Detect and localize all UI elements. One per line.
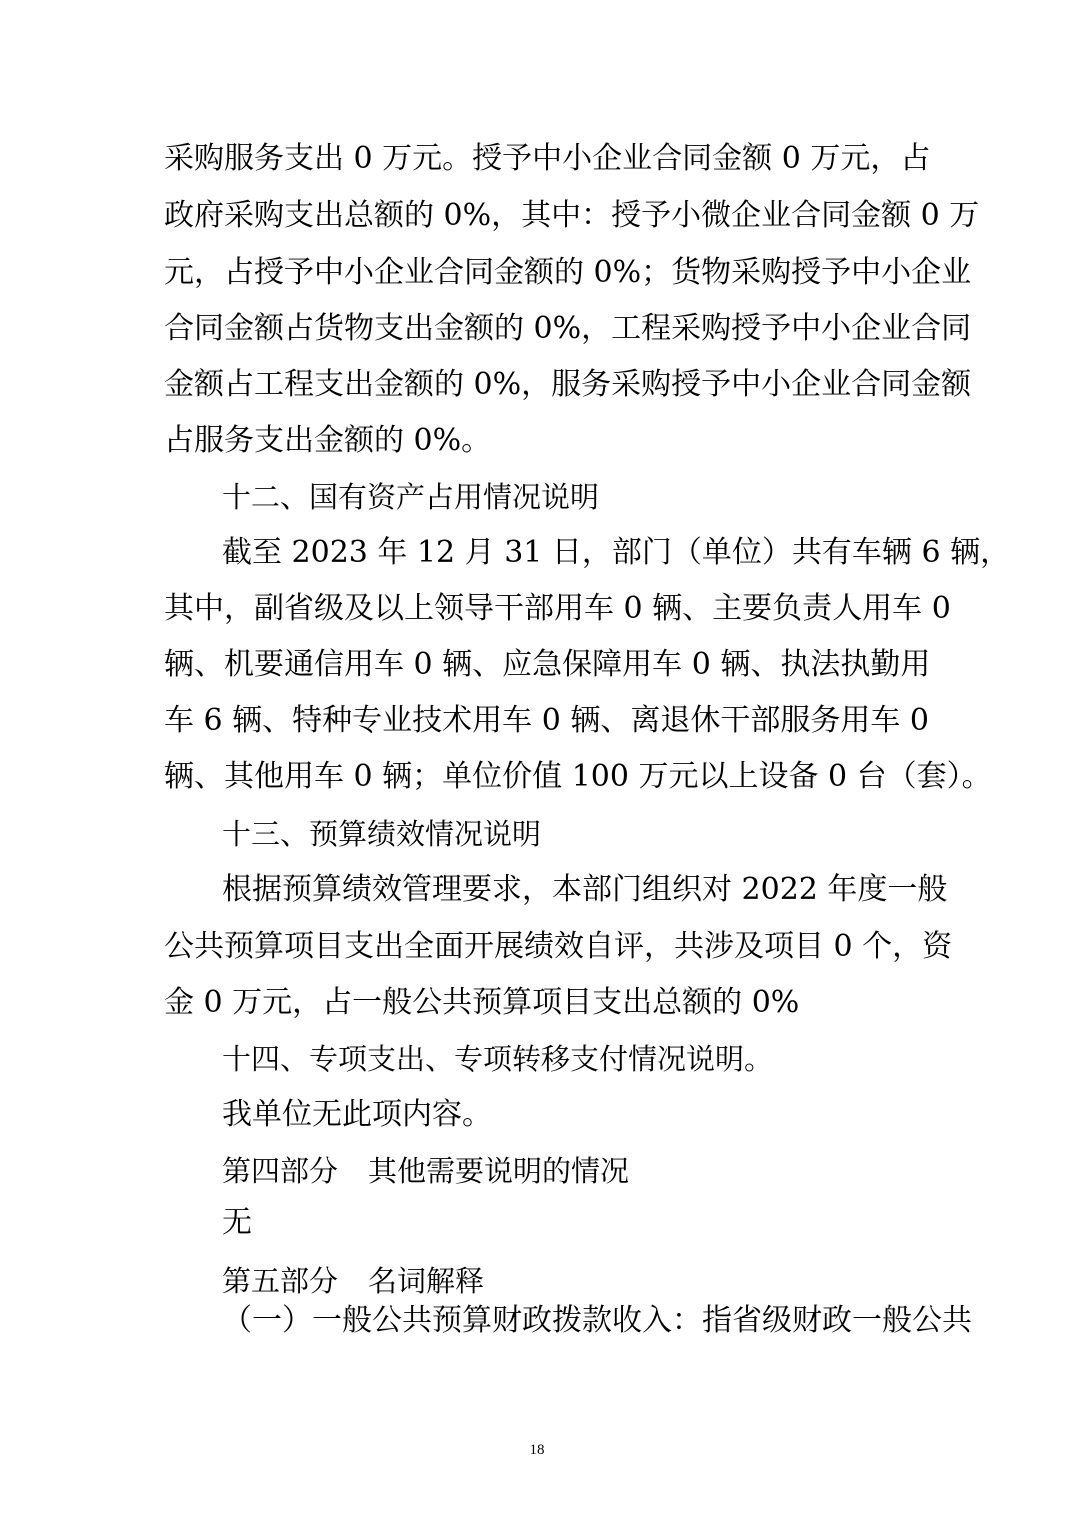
part-4-heading [222,1148,629,1194]
section-13-line-2: 公共预算项目支出全面开展绩效自评，共涉及项目 0 个，资 [164,929,953,964]
part-5-title: 名词解释 [368,1264,485,1298]
procurement-line-3: 元，占授予中小企业合同金额的 0%；货物采购授予中小企业 [164,255,972,290]
procurement-line-1: 采购服务支出 0 万元。授予中小企业合同金额 0 万元，占 [164,141,931,176]
procurement-line-2: 政府采购支出总额的 0%，其中：授予小微企业合同金额 0 万 [164,198,980,233]
section-12-line-5: 辆、其他用车 0 辆；单位价值 100 万元以上设备 0 台（套）。 [164,759,992,794]
procurement-line-6: 占服务支出金额的 0%。 [164,423,492,458]
part-4-label: 第四部分 [222,1154,339,1188]
section-12-heading: 十二、国有资产占用情况说明 [222,480,600,514]
part-5-label: 第五部分 [222,1264,339,1298]
section-12-line-1: 截至 2023 年 12 月 31 日，部门（单位）共有车辆 6 辆， [222,535,1011,570]
section-12-line-2: 其中，副省级及以上领导干部用车 0 辆、主要负责人用车 0 [164,591,951,626]
procurement-line-4: 合同金额占货物支出金额的 0%，工程采购授予中小企业合同 [164,311,972,346]
section-12-line-3: 辆、机要通信用车 0 辆、应急保障用车 0 辆、执法执勤用 [164,647,931,682]
part-4-text: 无 [222,1205,252,1240]
section-14-text: 我单位无此项内容。 [222,1097,492,1132]
section-13-heading: 十三、预算绩效情况说明 [222,817,542,851]
section-13-line-1: 根据预算绩效管理要求，本部门组织对 2022 年度一般 [222,872,948,907]
page-number: 18 [529,1442,545,1458]
part-4-title: 其他需要说明的情况 [368,1154,630,1188]
part-5-first-line: （一）一般公共预算财政拨款收入：指省级财政一般公共 [222,1303,972,1338]
section-13-line-3: 金 0 万元，占一般公共预算项目支出总额的 0% [164,985,800,1020]
section-14-heading: 十四、专项支出、专项转移支付情况说明。 [222,1042,774,1076]
procurement-line-5: 金额占工程支出金额的 0%，服务采购授予中小企业合同金额 [164,367,972,402]
section-12-line-4: 车 6 辆、特种专业技术用车 0 辆、离退休干部服务用车 0 [164,703,929,738]
